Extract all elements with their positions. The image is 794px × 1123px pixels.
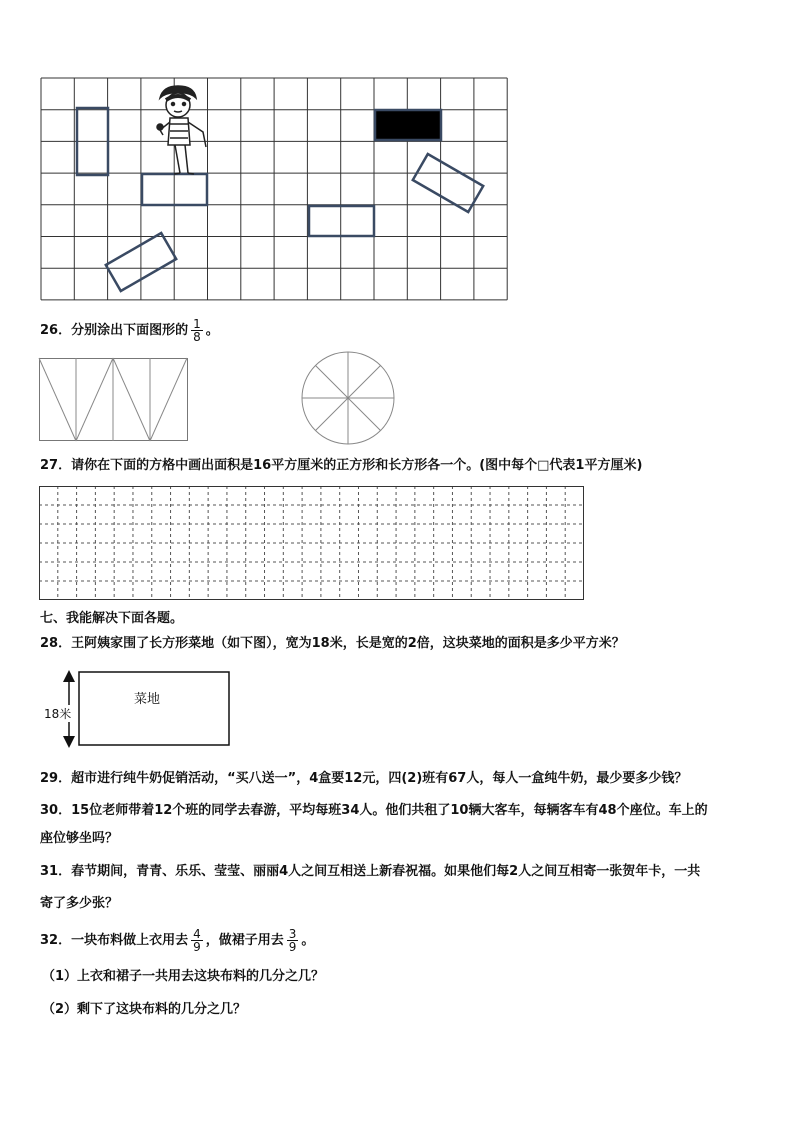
field-label: 菜地 <box>134 692 161 707</box>
question-27: 27．请你在下面的方格中画出面积是16平方厘米的正方形和长方形各一个。(图中每个□代表1平方厘米) <box>40 458 643 473</box>
width-label: 18米 <box>44 707 72 721</box>
question-text: 王阿姨家围了长方形菜地（如下图），宽为18米，长是宽的2倍，这块菜地的面积是多少平方米？ <box>71 636 625 651</box>
question-text-line1: 春节期间，青青、乐乐、莹莹、丽丽4人之间互相送上新春祝福。如果他们每2人之间互相寄一张贺年卡，一共 <box>71 864 701 879</box>
question-number: 29 <box>40 771 59 786</box>
circle-divided-eighths[interactable] <box>300 350 396 446</box>
question-31: 31．春节期间，青青、乐乐、莹莹、丽丽4人之间互相送上新春祝福。如果他们每2人之间互相寄一张贺年卡，一共 <box>40 864 701 879</box>
question-32-sub2: （2）剩下了这块布料的几分之几？ <box>42 1002 247 1017</box>
question-32: 32．一块布料做上衣用去 $\frac{4}{9}$ ，做裙子用去 $\frac{3}{9}$ 。 <box>40 927 315 954</box>
rectangle-divided-triangles[interactable] <box>39 358 189 442</box>
question-30: 30．15位老师带着12个班的同学去春游，平均每班34人。他们共租了10辆大客车，每辆客车有48个座位。车上的 <box>40 803 708 818</box>
question-text-line1: 15位老师带着12个班的同学去春游，平均每班34人。他们共租了10辆大客车，每辆客车有48个座位。车上的 <box>71 803 708 818</box>
question-text: 超市进行纯牛奶促销活动，“买八送一”，4盒要12元，四(2)班有67人，每人一盒纯牛奶，最少要多少钱？ <box>71 771 688 786</box>
fraction-four-ninths: $\frac{4}{9}$ <box>193 927 201 954</box>
question-text: 请你在下面的方格中画出面积是16平方厘米的正方形和长方形各一个。(图中每个□代表1平方厘米) <box>71 458 643 473</box>
fraction-three-ninths: $\frac{3}{9}$ <box>288 927 297 954</box>
question-number: 26 <box>40 323 59 338</box>
question-30-line2: 座位够坐吗？ <box>40 831 119 846</box>
section-heading: 七、我能解决下面各题。 <box>40 611 184 626</box>
question-text: 分别涂出下面图形的 <box>71 323 189 338</box>
rectangle-filled <box>375 110 441 140</box>
question-number: 31 <box>40 864 59 879</box>
question-number: 32 <box>40 933 59 948</box>
boy-figure <box>157 86 206 174</box>
fraction-one-eighth: $\frac{1}{8}$ <box>193 317 201 344</box>
question-31-line2: 寄了多少张？ <box>40 896 119 911</box>
question-number: 27 <box>40 458 59 473</box>
dashed-square-grid[interactable] <box>39 486 585 602</box>
question-28: 28．王阿姨家围了长方形菜地（如下图），宽为18米，长是宽的2倍，这块菜地的面积是多少平方米？ <box>40 636 625 651</box>
question-32-sub1: （1）上衣和裙子一共用去这块布料的几分之几？ <box>42 969 325 984</box>
rectangle-tilted-right <box>413 154 483 212</box>
question-26: 26．分别涂出下面图形的 $\frac{1}{8}$ 。 <box>40 317 219 344</box>
top-grid-figure <box>0 0 794 310</box>
question-number: 28 <box>40 636 59 651</box>
question-number: 30 <box>40 803 59 818</box>
rectangle-middle <box>309 206 374 236</box>
question-29: 29．超市进行纯牛奶促销活动，“买八送一”，4盒要12元，四(2)班有67人，每人一盒纯牛奶，最少要多少钱？ <box>40 771 688 786</box>
